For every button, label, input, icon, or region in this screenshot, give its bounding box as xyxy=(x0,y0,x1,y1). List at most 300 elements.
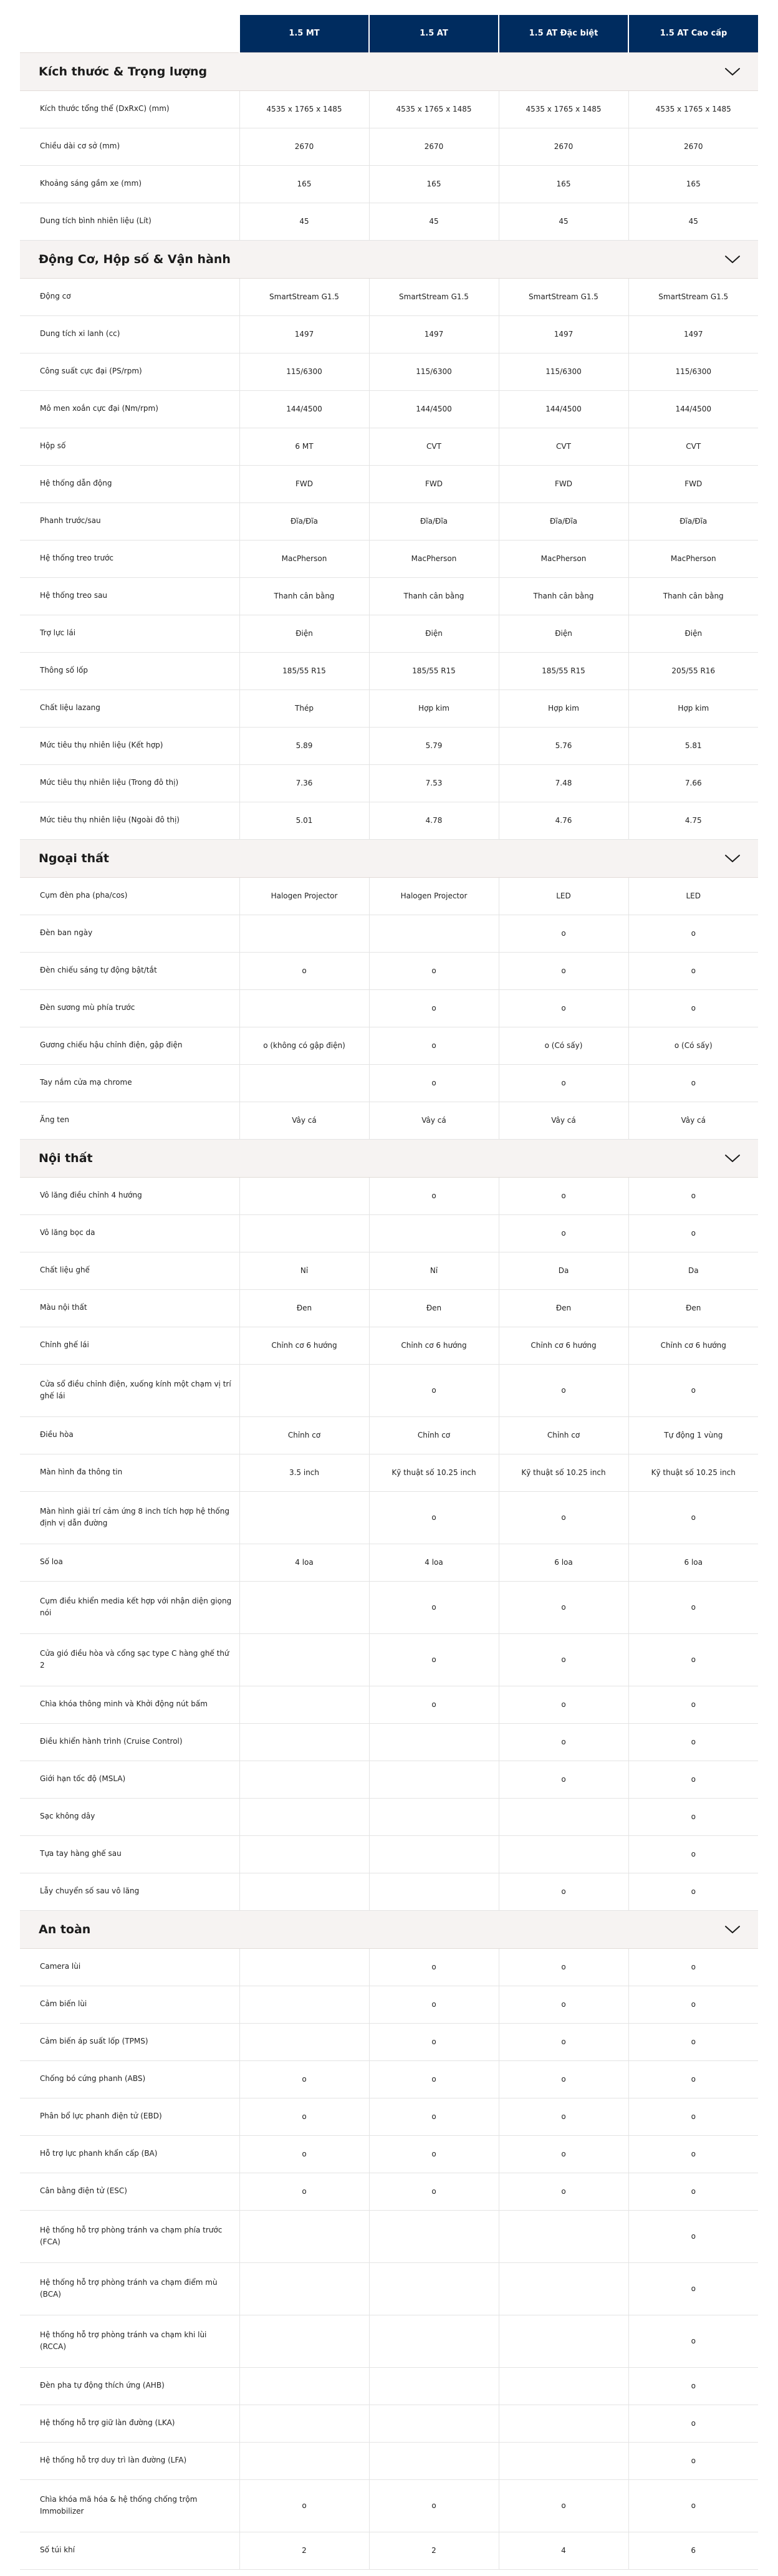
spec-row xyxy=(20,165,758,203)
spec-value xyxy=(369,1873,499,1910)
spec-value: o xyxy=(628,2210,758,2262)
spec-row xyxy=(20,315,758,353)
spec-label-cell xyxy=(20,128,239,165)
spec-row xyxy=(20,1544,758,1581)
spec-row xyxy=(20,2367,758,2405)
spec-value xyxy=(369,2405,499,2442)
trim-column-header: 1.5 AT xyxy=(369,15,499,52)
spec-value: 144/4500 xyxy=(628,390,758,428)
spec-value: Đĩa/Đĩa xyxy=(369,502,499,540)
spec-label-cell xyxy=(20,465,239,502)
spec-value: CVT xyxy=(628,428,758,465)
spec-label-cell xyxy=(20,1454,239,1491)
spec-value: Đĩa/Đĩa xyxy=(239,502,369,540)
spec-value xyxy=(239,1761,369,1798)
spec-value: o xyxy=(499,1364,628,1416)
spec-value: o xyxy=(628,1364,758,1416)
spec-label: Hệ thống hỗ trợ duy trì làn đường (LFA) xyxy=(40,2456,187,2465)
spec-value: 4535 x 1765 x 1485 xyxy=(369,90,499,128)
spec-label-cell xyxy=(20,877,239,915)
spec-row xyxy=(20,128,758,165)
spec-row xyxy=(20,727,758,764)
spec-label: Thông số lốp xyxy=(40,666,89,675)
spec-label-cell xyxy=(20,1214,239,1252)
spec-value xyxy=(239,1873,369,1910)
spec-value: o xyxy=(628,1723,758,1761)
spec-value: 4535 x 1765 x 1485 xyxy=(239,90,369,128)
section-toggle[interactable] xyxy=(20,839,758,877)
chevron-down-icon[interactable] xyxy=(724,67,741,77)
spec-value: o xyxy=(369,1064,499,1102)
spec-value xyxy=(239,2367,369,2405)
spec-label-cell xyxy=(20,1686,239,1723)
spec-value xyxy=(239,1633,369,1686)
spec-value: o xyxy=(628,1873,758,1910)
spec-value: 4535 x 1765 x 1485 xyxy=(628,90,758,128)
spec-value: Nỉ xyxy=(239,1252,369,1289)
spec-value: Đen xyxy=(628,1289,758,1327)
spec-value: LED xyxy=(628,877,758,915)
spec-value xyxy=(239,2262,369,2315)
spec-row xyxy=(20,2023,758,2060)
spec-value: o xyxy=(628,2367,758,2405)
spec-value: o xyxy=(239,2173,369,2210)
spec-label: Mức tiêu thụ nhiên liệu (Trong đô thị) xyxy=(40,778,179,787)
spec-value: o xyxy=(499,2173,628,2210)
spec-value: o xyxy=(628,2405,758,2442)
spec-label-cell xyxy=(20,952,239,989)
spec-value: Đen xyxy=(239,1289,369,1327)
spec-label: Hộp số xyxy=(40,441,66,451)
spec-label-cell xyxy=(20,989,239,1027)
spec-value xyxy=(239,915,369,952)
spec-label-cell xyxy=(20,652,239,690)
spec-label: Hệ thống hỗ trợ phòng tránh va chạm khi lùi (RCCA) xyxy=(40,2330,207,2351)
spec-value: SmartStream G1.5 xyxy=(369,278,499,315)
spec-label: Cảm biến lùi xyxy=(40,1999,87,2009)
spec-label: Hỗ trợ lực phanh khẩn cấp (BA) xyxy=(40,2149,158,2158)
spec-value: o xyxy=(499,1723,628,1761)
spec-value: 2670 xyxy=(239,128,369,165)
spec-value: 115/6300 xyxy=(499,353,628,390)
spec-label: Vô lăng điều chỉnh 4 hướng xyxy=(40,1191,142,1200)
spec-value: o xyxy=(628,1986,758,2023)
spec-label-cell xyxy=(20,1761,239,1798)
section-toggle[interactable] xyxy=(20,1139,758,1177)
spec-label-cell xyxy=(20,278,239,315)
spec-label-cell xyxy=(20,615,239,652)
chevron-down-icon[interactable] xyxy=(724,1153,741,1163)
spec-value: MacPherson xyxy=(499,540,628,577)
spec-label-cell xyxy=(20,2210,239,2262)
spec-value: o xyxy=(369,2098,499,2135)
spec-value: 205/55 R16 xyxy=(628,652,758,690)
spec-label-cell xyxy=(20,802,239,839)
spec-label: Công suất cực đại (PS/rpm) xyxy=(40,367,142,376)
spec-value: o xyxy=(499,2060,628,2098)
chevron-down-icon[interactable] xyxy=(724,853,741,863)
spec-label-cell xyxy=(20,2367,239,2405)
spec-value: Da xyxy=(499,1252,628,1289)
spec-label: Hệ thống hỗ trợ phòng tránh va chạm điểm mù (BCA) xyxy=(40,2277,218,2299)
section-header[interactable] xyxy=(20,839,758,877)
spec-value: 5.81 xyxy=(628,727,758,764)
spec-value xyxy=(369,2315,499,2367)
spec-label: Cụm điều khiển media kết hợp với nhận diện giọng nói xyxy=(40,1596,232,1617)
spec-value: Nỉ xyxy=(369,1252,499,1289)
spec-value: o xyxy=(499,1633,628,1686)
spec-value: 3.5 inch xyxy=(239,1454,369,1491)
spec-value xyxy=(369,915,499,952)
spec-value: 115/6300 xyxy=(628,353,758,390)
spec-row xyxy=(20,2098,758,2135)
spec-label: Hệ thống hỗ trợ giữ làn đường (LKA) xyxy=(40,2418,175,2428)
spec-row xyxy=(20,1289,758,1327)
spec-value: o (Có sấy) xyxy=(499,1027,628,1064)
section-header[interactable] xyxy=(20,52,758,90)
spec-label-cell xyxy=(20,165,239,203)
trim-column-header: 1.5 AT Cao cấp xyxy=(628,15,758,52)
spec-label-cell xyxy=(20,577,239,615)
spec-value: 2 xyxy=(369,2532,499,2569)
spec-label-cell xyxy=(20,690,239,727)
spec-label: Sạc không dây xyxy=(40,1812,95,1821)
spec-value: Điện xyxy=(369,615,499,652)
spec-label-cell xyxy=(20,1633,239,1686)
spec-row xyxy=(20,2315,758,2367)
spec-row xyxy=(20,915,758,952)
spec-label-cell xyxy=(20,2060,239,2098)
chevron-down-icon[interactable] xyxy=(724,1925,741,1934)
spec-row xyxy=(20,1064,758,1102)
spec-row xyxy=(20,1986,758,2023)
spec-value: 4535 x 1765 x 1485 xyxy=(499,90,628,128)
spec-value: MacPherson xyxy=(369,540,499,577)
spec-value: o xyxy=(239,2098,369,2135)
spec-value: o xyxy=(239,2135,369,2173)
spec-value xyxy=(369,2442,499,2479)
spec-value: 144/4500 xyxy=(369,390,499,428)
spec-row xyxy=(20,989,758,1027)
spec-label-cell xyxy=(20,1327,239,1364)
spec-row xyxy=(20,802,758,839)
spec-value: 7.53 xyxy=(369,764,499,802)
spec-label-cell xyxy=(20,915,239,952)
spec-value xyxy=(369,1835,499,1873)
spec-value: 5.01 xyxy=(239,802,369,839)
spec-value: Hợp kim xyxy=(628,690,758,727)
spec-value xyxy=(499,2210,628,2262)
section-header[interactable] xyxy=(20,1910,758,1948)
spec-label: Đèn sương mù phía trước xyxy=(40,1003,135,1012)
spec-value: 4 loa xyxy=(239,1544,369,1581)
spec-label-cell xyxy=(20,353,239,390)
spec-value: Kỹ thuật số 10.25 inch xyxy=(628,1454,758,1491)
spec-value: Chỉnh cơ 6 hướng xyxy=(369,1327,499,1364)
spec-value: 185/55 R15 xyxy=(369,652,499,690)
spec-value: Kỹ thuật số 10.25 inch xyxy=(499,1454,628,1491)
spec-label-cell xyxy=(20,1491,239,1544)
spec-value: o xyxy=(369,1177,499,1214)
spec-value xyxy=(369,1214,499,1252)
spec-value: 45 xyxy=(369,203,499,240)
spec-value: o xyxy=(628,1948,758,1986)
spec-value: 185/55 R15 xyxy=(499,652,628,690)
spec-label-cell xyxy=(20,1027,239,1064)
spec-row xyxy=(20,1364,758,1416)
spec-label-cell xyxy=(20,1064,239,1102)
spec-value: o xyxy=(628,2023,758,2060)
spec-value: 165 xyxy=(239,165,369,203)
spec-value: o xyxy=(499,1948,628,1986)
spec-value xyxy=(369,2367,499,2405)
spec-value: Đen xyxy=(369,1289,499,1327)
spec-value: o xyxy=(499,2023,628,2060)
spec-row xyxy=(20,2532,758,2569)
spec-label: Hệ thống treo sau xyxy=(40,591,108,600)
spec-value: Tự động 1 vùng xyxy=(628,1416,758,1454)
spec-label: Trợ lực lái xyxy=(40,628,76,638)
spec-value xyxy=(499,2315,628,2367)
spec-label: Vô lăng bọc da xyxy=(40,1228,95,1238)
spec-value: Đen xyxy=(499,1289,628,1327)
spec-value: Vây cá xyxy=(239,1102,369,1139)
spec-value: o xyxy=(628,2060,758,2098)
spec-value: o xyxy=(628,2442,758,2479)
spec-label: Dung tích bình nhiên liệu (Lít) xyxy=(40,216,151,226)
spec-value: o xyxy=(239,2479,369,2532)
spec-value: o xyxy=(499,1491,628,1544)
spec-value: Đĩa/Đĩa xyxy=(499,502,628,540)
spec-label-cell xyxy=(20,1177,239,1214)
spec-label-cell xyxy=(20,2135,239,2173)
spec-value: 2670 xyxy=(628,128,758,165)
spec-value: MacPherson xyxy=(628,540,758,577)
section-toggle[interactable] xyxy=(20,1910,758,1948)
spec-value: o xyxy=(369,2173,499,2210)
spec-label-cell xyxy=(20,2173,239,2210)
spec-row xyxy=(20,2135,758,2173)
spec-value: o xyxy=(239,2060,369,2098)
spec-label: Mô men xoắn cực đại (Nm/rpm) xyxy=(40,404,158,413)
spec-value: o xyxy=(499,1986,628,2023)
chevron-down-icon[interactable] xyxy=(724,254,741,264)
spec-value: o xyxy=(369,2023,499,2060)
spec-label-cell xyxy=(20,428,239,465)
section-header[interactable] xyxy=(20,1139,758,1177)
spec-value xyxy=(369,1798,499,1835)
spec-value xyxy=(239,1214,369,1252)
spec-row xyxy=(20,1327,758,1364)
spec-value: 144/4500 xyxy=(239,390,369,428)
spec-value: o xyxy=(628,1177,758,1214)
spec-value: FWD xyxy=(628,465,758,502)
spec-row xyxy=(20,690,758,727)
spec-row xyxy=(20,428,758,465)
section-header[interactable] xyxy=(20,240,758,278)
spec-value: 45 xyxy=(628,203,758,240)
spec-label-cell xyxy=(20,1798,239,1835)
spec-value: o xyxy=(628,2479,758,2532)
spec-value xyxy=(499,2262,628,2315)
spec-value: MacPherson xyxy=(239,540,369,577)
spec-value: o xyxy=(369,1364,499,1416)
spec-value: o xyxy=(499,1686,628,1723)
spec-label-cell xyxy=(20,390,239,428)
spec-value: 1497 xyxy=(628,315,758,353)
spec-label-cell xyxy=(20,1835,239,1873)
spec-value xyxy=(239,2442,369,2479)
spec-value: Vây cá xyxy=(628,1102,758,1139)
spec-row xyxy=(20,90,758,128)
spec-value: o xyxy=(499,2135,628,2173)
spec-row xyxy=(20,1686,758,1723)
spec-label: Cụm đèn pha (pha/cos) xyxy=(40,891,128,900)
spec-row xyxy=(20,877,758,915)
spec-label: Phanh trước/sau xyxy=(40,516,101,526)
spec-label: Đèn pha tự động thích ứng (AHB) xyxy=(40,2381,165,2390)
spec-row xyxy=(20,1454,758,1491)
spec-label-cell xyxy=(20,1948,239,1986)
spec-label: Hệ thống treo trước xyxy=(40,554,114,563)
spec-value: o xyxy=(628,1214,758,1252)
spec-value: 4.78 xyxy=(369,802,499,839)
trim-column-header: 1.5 MT xyxy=(239,15,369,52)
spec-value: Thép xyxy=(239,690,369,727)
spec-label-cell xyxy=(20,2405,239,2442)
spec-value: 6 MT xyxy=(239,428,369,465)
spec-label: Cảm biến áp suất lốp (TPMS) xyxy=(40,2037,148,2046)
spec-label: Dung tích xi lanh (cc) xyxy=(40,329,120,339)
spec-label-cell xyxy=(20,2442,239,2479)
spec-value xyxy=(369,1723,499,1761)
section-title: Nội thất xyxy=(39,1151,93,1165)
spec-value: Da xyxy=(628,1252,758,1289)
spec-row xyxy=(20,2442,758,2479)
spec-label: Chống bó cứng phanh (ABS) xyxy=(40,2074,146,2083)
spec-label: Giới hạn tốc độ (MSLA) xyxy=(40,1774,126,1784)
spec-value: Chỉnh cơ xyxy=(499,1416,628,1454)
spec-label: Chìa khóa mã hóa & hệ thống chống trộm Immobilizer xyxy=(40,2494,198,2516)
spec-value: CVT xyxy=(369,428,499,465)
spec-value: o xyxy=(499,1064,628,1102)
spec-value: 7.66 xyxy=(628,764,758,802)
spec-value: o xyxy=(628,1686,758,1723)
spec-value: Chỉnh cơ xyxy=(239,1416,369,1454)
spec-row xyxy=(20,1177,758,1214)
spec-label: Hệ thống dẫn động xyxy=(40,479,112,488)
spec-row xyxy=(20,2210,758,2262)
spec-value: Kỹ thuật số 10.25 inch xyxy=(369,1454,499,1491)
spec-label: Mức tiêu thụ nhiên liệu (Ngoài đô thị) xyxy=(40,815,180,825)
spec-value: FWD xyxy=(239,465,369,502)
spec-value xyxy=(499,2442,628,2479)
spec-value: Hợp kim xyxy=(369,690,499,727)
section-toggle[interactable] xyxy=(20,52,758,90)
spec-value: Điện xyxy=(239,615,369,652)
spec-label: Phân bổ lực phanh điện tử (EBD) xyxy=(40,2112,162,2121)
spec-value: Thanh cân bằng xyxy=(239,577,369,615)
spec-value xyxy=(239,1491,369,1544)
spec-value xyxy=(369,1761,499,1798)
spec-value: o xyxy=(628,1491,758,1544)
spec-label: Điều khiển hành trình (Cruise Control) xyxy=(40,1737,183,1746)
spec-row xyxy=(20,2405,758,2442)
spec-label: Khoảng sáng gầm xe (mm) xyxy=(40,179,142,188)
spec-row xyxy=(20,2262,758,2315)
spec-label-cell xyxy=(20,502,239,540)
spec-value: o xyxy=(369,2479,499,2532)
spec-label: Điều hòa xyxy=(40,1430,74,1439)
spec-label-cell xyxy=(20,1252,239,1289)
spec-value xyxy=(239,2315,369,2367)
spec-label: Mức tiêu thụ nhiên liệu (Kết hợp) xyxy=(40,741,163,750)
spec-row xyxy=(20,1214,758,1252)
spec-value: 1497 xyxy=(369,315,499,353)
spec-value: o xyxy=(628,2262,758,2315)
spec-value xyxy=(239,2405,369,2442)
spec-value: FWD xyxy=(499,465,628,502)
spec-label-cell xyxy=(20,2262,239,2315)
spec-label-cell xyxy=(20,1873,239,1910)
spec-value xyxy=(499,2405,628,2442)
spec-value: o xyxy=(628,2098,758,2135)
spec-row xyxy=(20,1873,758,1910)
spec-value: Vây cá xyxy=(499,1102,628,1139)
spec-value: Hợp kim xyxy=(499,690,628,727)
spec-value: 115/6300 xyxy=(369,353,499,390)
spec-label-cell xyxy=(20,1102,239,1139)
spec-value: 4 loa xyxy=(369,1544,499,1581)
spec-row xyxy=(20,1948,758,1986)
spec-label: Số loa xyxy=(40,1557,63,1567)
spec-label-cell xyxy=(20,2098,239,2135)
spec-value: 4.76 xyxy=(499,802,628,839)
section-title: Ngoại thất xyxy=(39,851,110,865)
spec-label-cell xyxy=(20,90,239,128)
spec-value: 5.89 xyxy=(239,727,369,764)
spec-value: 2 xyxy=(239,2532,369,2569)
spec-row xyxy=(20,1027,758,1064)
spec-value: o xyxy=(499,1177,628,1214)
spec-value: o xyxy=(369,1491,499,1544)
spec-row xyxy=(20,652,758,690)
spec-row xyxy=(20,1252,758,1289)
spec-value: o xyxy=(499,915,628,952)
spec-value xyxy=(239,1686,369,1723)
spec-value: 45 xyxy=(499,203,628,240)
spec-value: 1497 xyxy=(499,315,628,353)
spec-label: Cửa sổ điều chỉnh điện, xuống kính một chạm vị trí ghế lái xyxy=(40,1379,231,1400)
spec-row xyxy=(20,1761,758,1798)
spec-value xyxy=(239,989,369,1027)
spec-value: o xyxy=(369,1581,499,1633)
spec-label-cell xyxy=(20,2315,239,2367)
spec-value xyxy=(239,1177,369,1214)
spec-value: o xyxy=(499,2479,628,2532)
spec-value xyxy=(239,1581,369,1633)
section-title: Kích thước & Trọng lượng xyxy=(39,64,208,79)
spec-value: o xyxy=(628,1581,758,1633)
spec-row xyxy=(20,502,758,540)
spec-label: Đèn ban ngày xyxy=(40,928,93,938)
spec-label-cell xyxy=(20,1723,239,1761)
spec-row xyxy=(20,952,758,989)
spec-value: o xyxy=(628,989,758,1027)
spec-label-cell xyxy=(20,1986,239,2023)
section-toggle[interactable] xyxy=(20,240,758,278)
spec-label: Gương chiếu hậu chỉnh điện, gập điện xyxy=(40,1040,183,1050)
